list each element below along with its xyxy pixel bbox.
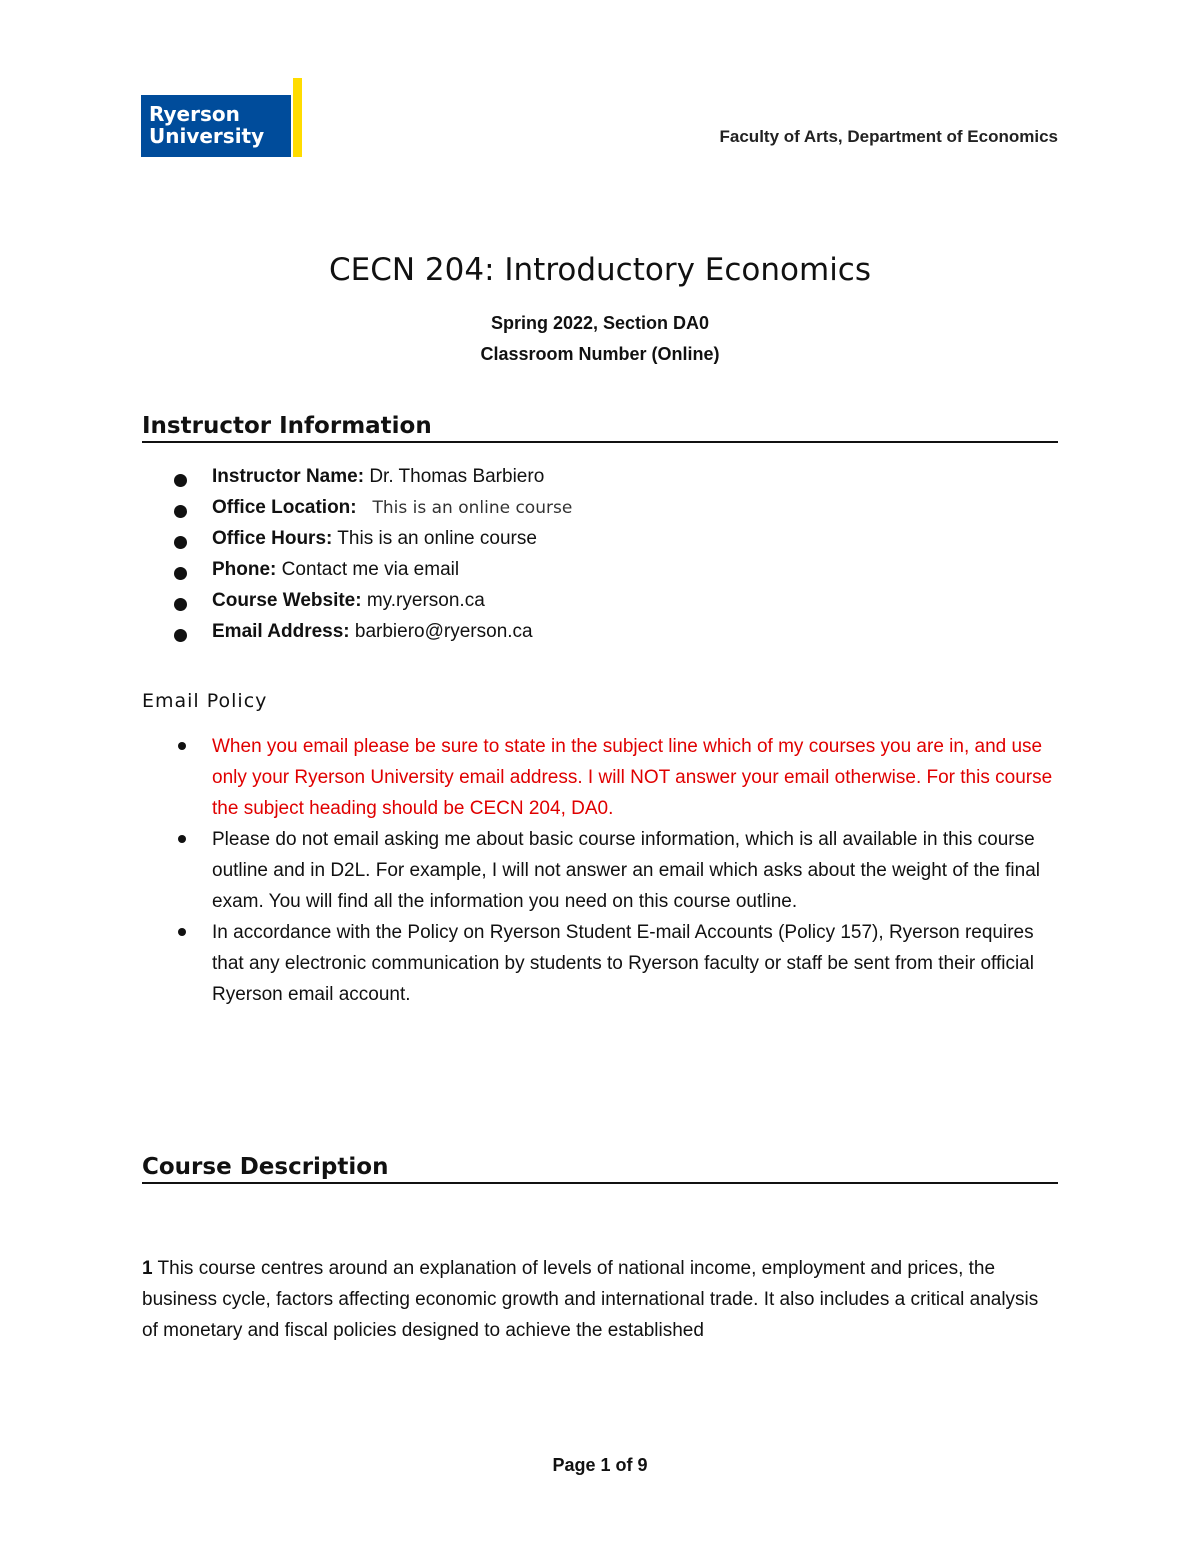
course-description-text — [142, 1253, 1042, 1346]
list-item: When you email please be sure to state in the subject line which of my courses you are in, and use only your Ryerson University email address. I will NOT answer your email otherwise. For this course the subject heading should be CECN 204, DA0. — [172, 731, 1062, 824]
course-description-heading: Course Description — [142, 1154, 1058, 1184]
list-item: Please do not email asking me about basic course information, which is all available in this course outline and in D2L. For example, I will not answer an email which asks about the weight of the final exam. You will find all the information you need on this course outline. — [172, 824, 1062, 917]
list-item — [172, 618, 572, 649]
info-value: Contact me via email — [281, 559, 460, 580]
page-number: Page 1 of 9 — [552, 1455, 648, 1475]
info-label: Email Address: — [212, 621, 350, 642]
logo-wordmark — [141, 95, 291, 157]
info-value: This is an online course — [372, 498, 573, 518]
list-item: In accordance with the Policy on Ryerson Student E-mail Accounts (Policy 157), Ryerson requires that any electronic communication by students to Ryerson faculty or staff be sent from their official Ryerson email account. — [172, 917, 1062, 1010]
ryerson-logo — [141, 78, 301, 158]
faculty-header: Faculty of Arts, Department of Economics — [719, 127, 1058, 146]
info-label: Office Hours: — [212, 528, 333, 549]
course-website-link[interactable]: my.ryerson.ca — [366, 590, 485, 611]
course-term: Spring 2022, Section DA0 — [490, 313, 710, 333]
list-item — [172, 556, 572, 587]
info-value: This is an online course — [337, 528, 537, 549]
list-item — [172, 587, 572, 618]
list-item — [172, 494, 572, 525]
description-body: This course centres around an explanation of levels of national income, employment and prices, the business cycle, factors affecting economic growth and international trade. It also includes a critical analysis of monetary and fiscal policies designed to achieve the established — [142, 1258, 1039, 1341]
logo-line-1: Ryerson — [149, 102, 240, 126]
course-title: CECN 204: Introductory Economics — [328, 252, 871, 288]
list-item — [172, 463, 572, 494]
classroom-number: Classroom Number (Online) — [480, 344, 720, 364]
info-label: Instructor Name: — [212, 466, 365, 487]
email-policy-list — [172, 731, 1062, 1010]
info-value: Dr. Thomas Barbiero — [369, 466, 545, 487]
list-item — [172, 525, 572, 556]
logo-line-2: University — [149, 124, 265, 148]
email-link[interactable]: barbiero@ryerson.ca — [354, 621, 533, 642]
description-number: 1 — [142, 1258, 153, 1279]
email-policy-heading: Email Policy — [142, 690, 268, 712]
instructor-heading: Instructor Information — [142, 413, 1058, 443]
logo-yellow-bar — [293, 78, 302, 157]
info-label: Phone: — [212, 559, 277, 580]
info-label: Office Location: — [212, 497, 357, 518]
instructor-info-list — [172, 463, 572, 649]
info-label: Course Website: — [212, 590, 362, 611]
